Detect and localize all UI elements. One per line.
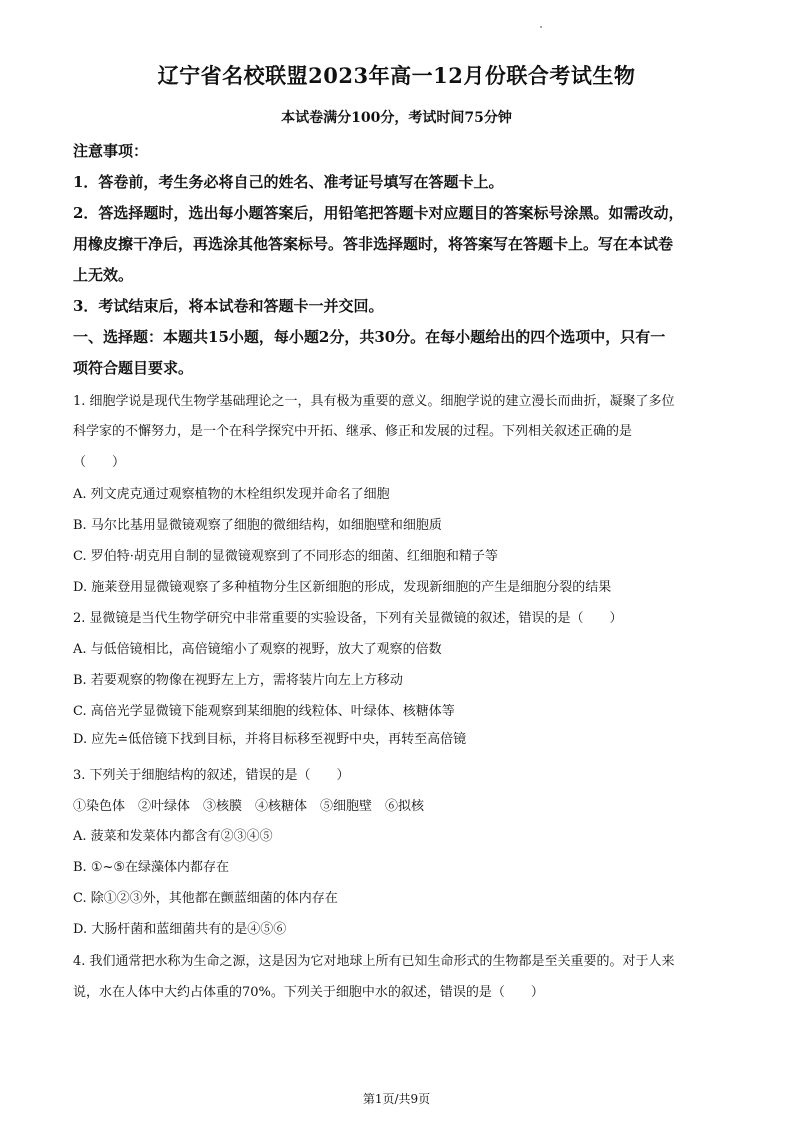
notice-item-3: 3．考试结束后，将本试卷和答题卡一并交回。: [73, 297, 384, 315]
q3-items: ①染色体 ②叶绿体 ③核膜 ④核糖体 ⑤细胞壁 ⑥拟核: [73, 799, 425, 814]
exam-title: 辽宁省名校联盟2023年高一12月份联合考试生物: [157, 63, 636, 88]
notice-item-2-line-2: 用橡皮擦干净后，再选涂其他答案标号。答非选择题时，将答案写在答题卡上。写在本试卷: [73, 235, 674, 253]
q1-stem-line-2: 科学家的不懈努力，是一个在科学探究中开拓、继承、修正和发展的过程。下列相关叙述正确的是: [73, 424, 633, 439]
notice-heading: 注意事项：: [73, 142, 149, 160]
q2-option-b: B. 若要观察的物像在视野左上方，需将装片向左上方移动: [73, 673, 403, 688]
notice-item-1: 1．答卷前，考生务必将自己的姓名、准考证号填写在答题卡上。: [73, 173, 504, 191]
q1-option-a: A. 列文虎克通过观察植物的木栓组织发现并命名了细胞: [73, 487, 390, 502]
q1-option-c: C. 罗伯特·胡克用自制的显微镜观察到了不同形态的细菌、红细胞和精子等: [73, 549, 498, 564]
notice-item-2-line-1: 2．答选择题时，选出每小题答案后，用铅笔把答题卡对应题目的答案标号涂黑。如需改动，: [73, 204, 684, 222]
exam-subtitle: 本试卷满分100分，考试时间75分钟: [281, 110, 512, 126]
q3-option-b: B. ①~⑤在绿藻体内都存在: [73, 860, 230, 875]
page-footer: 第1页/共9页: [362, 1092, 431, 1106]
q2-option-c: C. 高倍光学显微镜下能观察到某细胞的线粒体、叶绿体、核糖体等: [73, 704, 455, 719]
q4-stem-line-1: 4. 我们通常把水称为生命之源，这是因为它对地球上所有已知生命形式的生物都是至关重要的。对于人来: [73, 954, 675, 969]
q2-option-a: A. 与低倍镜相比，高倍镜缩小了观察的视野，放大了观察的倍数: [73, 642, 442, 657]
section-1-heading-line-1: 一、选择题：本题共15小题，每小题2分，共30分。在每小题给出的四个选项中，只有一: [73, 328, 666, 346]
q4-stem-line-2: 说，水在人体中大约占体重的70%。下列关于细胞中水的叙述，错误的是（ ）: [73, 985, 544, 1000]
scan-dot: [540, 26, 542, 28]
section-1-heading-line-2: 项符合题目要求。: [73, 359, 194, 377]
q2-option-d: D. 应先≐低倍镜下找到目标，并将目标移至视野中央，再转至高倍镜: [73, 732, 467, 747]
q3-stem: 3. 下列关于细胞结构的叙述，错误的是（ ）: [73, 768, 350, 783]
q3-option-c: C. 除①②③外，其他都在颤蓝细菌的体内存在: [73, 891, 338, 906]
q1-option-d: D. 施莱登用显微镜观察了多种植物分生区新细胞的形成，发现新细胞的产生是细胞分裂的结果: [73, 580, 612, 595]
q1-stem-line-1: 1. 细胞学说是现代生物学基础理论之一，具有极为重要的意义。细胞学说的建立漫长而曲折，凝聚了多位: [73, 394, 675, 409]
q2-stem: 2. 显微镜是当代生物学研究中非常重要的实验设备，下列有关显微镜的叙述，错误的是（ ）: [73, 611, 623, 626]
notice-item-2-line-3: 上无效。: [73, 266, 134, 284]
q1-option-b: B. 马尔比基用显微镜观察了细胞的微细结构，如细胞壁和细胞质: [73, 518, 442, 533]
q1-answer-bracket: （ ）: [73, 455, 126, 470]
q3-option-a: A. 菠菜和发菜体内都含有②③④⑤: [73, 829, 273, 844]
q3-option-d: D. 大肠杆菌和蓝细菌共有的是④⑤⑥: [73, 922, 287, 937]
